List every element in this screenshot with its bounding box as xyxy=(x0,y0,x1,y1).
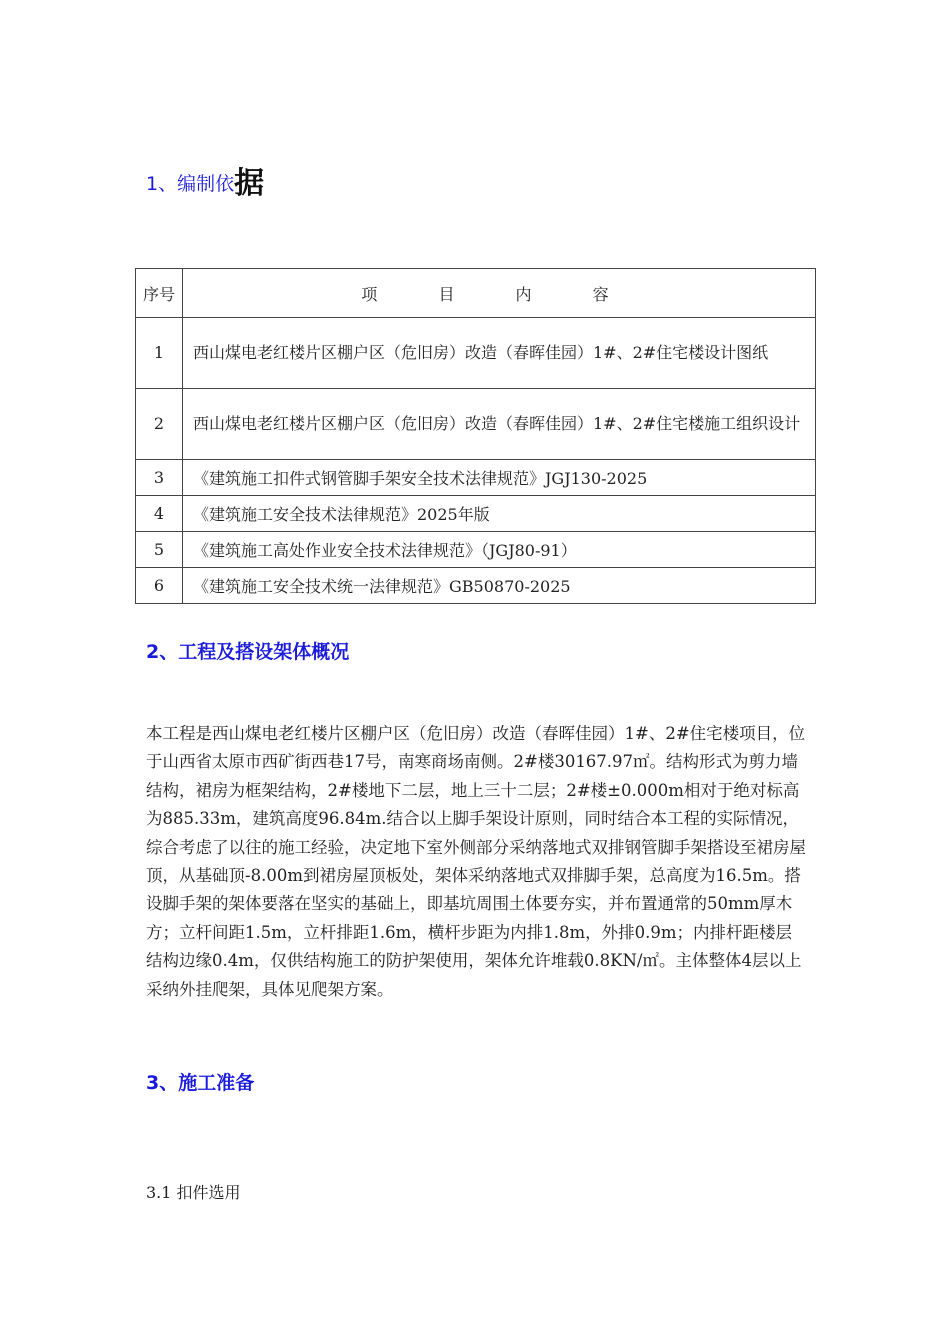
table-header-row xyxy=(136,269,816,318)
table-row xyxy=(136,389,816,460)
row-number: 4 xyxy=(136,496,183,532)
row-content: 《建筑施工安全技术统一法律规范》GB50870-2025 xyxy=(183,568,816,604)
row-content: 《建筑施工安全技术法律规范》2025年版 xyxy=(183,496,816,532)
section-2-paragraph: 本工程是西山煤电老红楼片区棚户区（危旧房）改造（春晖佳园）1#、2#住宅楼项目，位于山西省太原市西矿街西巷17号，南寒商场南侧。2#楼30167.97㎡。结构形式为剪力墙结构，裙房为框架结构，2#楼地下二层，地上三十二层；2#楼±0.000m相对于绝对标高为885.33m，建筑高度96.84m.结合以上脚手架设计原则，同时结合本工程的实际情况，综合考虑了以往的施工经验，决定地下室外侧部分采纳落地式双排钢管脚手架搭设至裙房屋顶，从基础顶-8.00m到裙房屋顶板处，架体采纳落地式双排脚手架，总高度为16.5m。搭设脚手架的架体要落在坚实的基础上，即基坑周围土体要夯实，并布置通常的50mm厚木方；立杆间距1.5m，立杆排距1.6m，横杆步距为内排1.8m，外排0.9m；内排杆距楼层结构边缘0.4m，仅供结构施工的防护架使用，架体允许堆载0.8KN/㎡。主体整体4层以上采纳外挂爬架，具体见爬架方案。 xyxy=(146,724,806,999)
table-row xyxy=(136,496,816,532)
subsection-3-1-heading: 3.1 扣件选用 xyxy=(146,1183,241,1202)
section-1-heading-text: 1、编制依 xyxy=(146,173,235,195)
row-number: 5 xyxy=(136,532,183,568)
row-content: 西山煤电老红楼片区棚户区（危旧房）改造（春晖佳园）1#、2#住宅楼施工组织设计 xyxy=(183,389,816,460)
row-content: 西山煤电老红楼片区棚户区（危旧房）改造（春晖佳园）1#、2#住宅楼设计图纸 xyxy=(183,318,816,389)
table-row xyxy=(136,532,816,568)
section-2-heading: 2、工程及搭设架体概况 xyxy=(146,641,350,663)
header-number: 序号 xyxy=(136,269,183,318)
basis-table xyxy=(135,268,816,604)
table-row xyxy=(136,318,816,389)
row-number: 6 xyxy=(136,568,183,604)
row-number: 3 xyxy=(136,460,183,496)
header-content: 项 目 内 容 xyxy=(183,269,816,318)
row-number: 2 xyxy=(136,389,183,460)
row-content: 《建筑施工高处作业安全技术法律规范》（JGJ80-91） xyxy=(183,532,816,568)
section-3-heading: 3、施工准备 xyxy=(146,1072,255,1094)
row-content: 《建筑施工扣件式钢管脚手架安全技术法律规范》JGJ130-2025 xyxy=(183,460,816,496)
section-1-heading xyxy=(146,158,264,202)
table-row xyxy=(136,460,816,496)
table-row xyxy=(136,568,816,604)
section-1-heading-last-char: 据 xyxy=(234,166,265,201)
row-number: 1 xyxy=(136,318,183,389)
